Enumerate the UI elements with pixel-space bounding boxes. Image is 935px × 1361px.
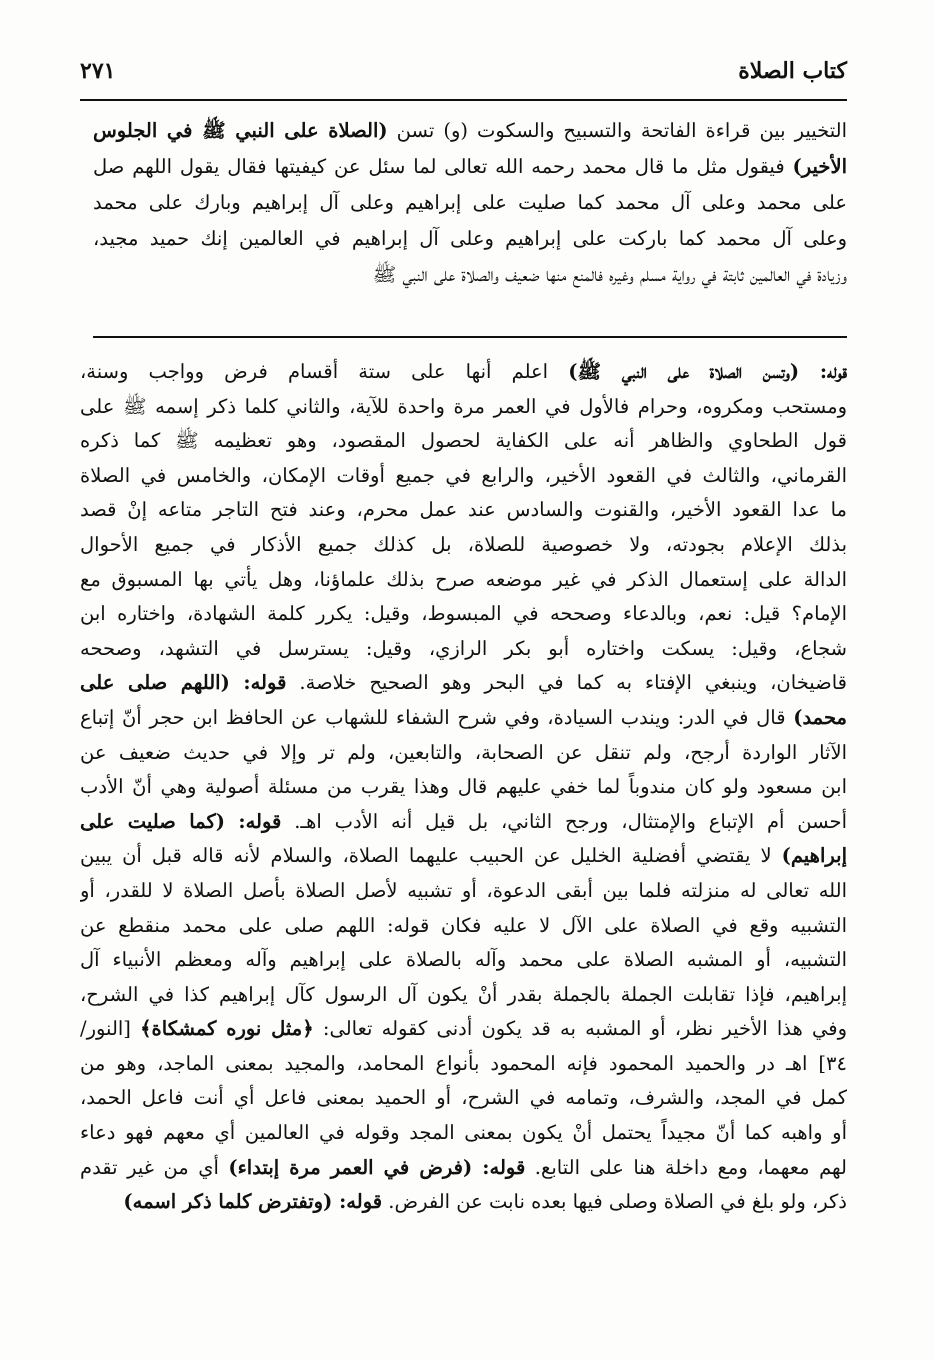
commentary-line [80,424,847,459]
commentary-line [80,1081,847,1116]
text-segment: التشبيه وقع في الصلاة على الآل لا عليه فكان قوله: اللهم صلى على محمد منقطع عن [80,913,847,937]
commentary-line [80,978,847,1013]
commentary-line [80,943,847,978]
text-segment: شجاع، وقيل: يسكت واختاره أبو بكر الرازي، وقيل: يسترسل في التشهد، وصححه [80,636,847,660]
chapter-title: كتاب الصلاة [738,58,847,84]
commentary-line [80,528,847,563]
bold-text-segment: ﴿مثل نوره كمشكاة﴾ [140,1017,314,1041]
commentary-line [80,390,847,425]
text-segment: التشبيه، أو المشبه الصلاة على محمد وآله بالصلاة على إبراهيم وآله ومعظم الأنبياء آل [80,948,847,972]
text-segment: ومستحب ومكروه، وحرام فالأول في العمر مرة واحدة للآية، والثاني كلما ذكر إسمه ﷺ على [80,394,847,418]
text-segment: الله تعالى له منزلته فلما بين أبقى الدعوة، أو تشبيه لأصل الصلاة بأصل الصلاة لا للقدر، أو [80,878,847,902]
bold-text-segment: قوله: (وتسن الصلاة على النبي ﷺ) [568,360,847,383]
commentary-line [80,493,847,528]
page-number: ٢٧١ [80,58,116,84]
commentary-line [80,1047,847,1082]
commentary-line [80,805,847,840]
text-segment: قول الطحاوي والظاهر أنه على الكفاية لحصول المقصود، وهو تعظيمه ﷺ كما ذكره [80,429,847,453]
main-text [93,113,847,293]
text-segment: ٣٤] اهـ در والحميد المحمود فإنه المحمود بأنواع المحامد، والمجيد بمعنى الماجد، وهو من [80,1051,847,1075]
commentary-line [80,909,847,944]
text-segment: فيقول مثل ما قال محمد رحمه الله تعالى لما سئل عن كيفيتها فقال يقول اللهم صل [93,155,793,178]
text-segment: وفي هذا الأخير نظر، أو المشبه به قد يكون أدنى كقوله تعالى: [313,1017,847,1041]
text-segment: وعلى آل محمد كما باركت على إبراهيم وعلى آل إبراهيم في العالمين إنك حميد مجيد، [93,227,847,250]
commentary-line [80,355,847,390]
commentary-line [80,770,847,805]
text-segment: ذكر، ولو بلغ في الصلاة وصلى فيها بعده نابت عن الفرض. [382,1190,847,1214]
main-text-line [93,113,847,149]
main-text-line [93,257,847,293]
commentary-line [80,632,847,667]
text-segment: إبراهيم، فإذا تقابلت الجملة بالجملة بقدر أنْ يكون آل الرسول كآل إبراهيم كذا في الشرح، [80,982,847,1006]
commentary-line [80,1012,847,1047]
text-segment: أي من غير تقدم [80,1155,229,1179]
text-segment: لهم معهما، ومع داخلة هنا على التابع. [525,1155,847,1179]
commentary-line [80,839,847,874]
commentary-line [80,597,847,632]
commentary-line [80,1185,847,1220]
bold-text-segment: قوله: (وتفترض كلما ذكر اسمه) [123,1190,383,1214]
separator-rule [93,336,847,338]
text-segment: قال في الدر: ويندب السيادة، وفي شرح الشفاء للشهاب عن الحافظ ابن حجر أنّ إتباع [80,705,794,729]
bold-text-segment: قوله: (اللهم صلى على [80,671,287,695]
bold-text-segment: (الصلاة على النبي ﷺ في الجلوس [93,119,388,142]
header-rule [80,99,847,101]
page-header [80,52,847,90]
text-segment: اعلم أنها على ستة أقسام فرض وواجب وسنة، [80,360,569,383]
bold-text-segment: قوله: (فرض في العمر مرة إبتداء) [228,1155,526,1179]
text-segment: القرماني، والثالث في القعود الأخير، والرابع في جميع أوقات الإمكان، والخامس في الصلاة [80,463,847,487]
main-text-line [93,221,847,257]
commentary-line [80,666,847,701]
commentary-line [80,1116,847,1151]
commentary-line [80,459,847,494]
bold-text-segment: الأخير) [792,155,847,178]
text-segment: أحسن أم الإتباع والإمتثال، ورجح الثاني، بل قيل أنه الأدب اهـ. [281,809,847,833]
commentary-line [80,874,847,909]
text-segment: بذلك الإعلام بجودته، ولا خصوصية للصلاة، بل كذلك جميع الأذكار في جميع الأحوال [80,532,847,556]
text-segment: أو واهبه كما أنّ مجيداً يحتمل أنْ يكون بمعنى المجد وقوله في العالمين أي معهم فهو دعاء [80,1121,847,1145]
bold-text-segment: محمد) [793,705,847,729]
text-segment: على محمد وعلى آل محمد كما صليت على إبراهيم وعلى آل إبراهيم وبارك على محمد [93,191,847,214]
bold-text-segment: إبراهيم) [781,844,847,868]
text-segment: وزيادة في العالمين ثابتة في رواية مسلم وغيره فالمنع منها ضعيف والصلاة على النبي ﷺ [372,263,847,286]
text-segment: قاضيخان، وينبغي الإفتاء به كما في البحر وهو الصحيح خلاصة. [286,671,847,695]
main-text-line [93,185,847,221]
commentary-line [80,1151,847,1186]
text-segment: [النور/ [80,1017,141,1041]
bold-text-segment: قوله: (كما صليت على [80,809,282,833]
commentary-line [80,701,847,736]
text-segment: لا يقتضي أفضلية الخليل عن الحبيب عليهما الصلاة، والسلام لأنه قاله قبل أن يبين [80,844,782,868]
text-segment: ما عدا القعود الأخير، والقنوت والسادس عند عمل محرم، وعند فتح التاجر متاعه إنْ قصد [80,498,847,522]
text-segment: كمل في المجد، والشرف، وتمامه في الشرح، أو الحميد بمعنى فاعل أي أنت فاعل الحمد، [80,1086,847,1110]
commentary-line [80,736,847,771]
text-segment: الدالة على إستعمال الذكر في غير موضعه صرح بذلك علماؤنا، وهل يأتي بها المسبوق مع [80,567,847,591]
text-segment: الآثار الواردة أرجح، ولم تنقل عن الصحابة، والتابعين، ولم تر وإلا في حديث ضعيف عن [80,740,847,764]
text-segment: التخيير بين قراءة الفاتحة والتسبيح والسكوت (و) تسن [387,119,847,142]
commentary-line [80,563,847,598]
main-text-line [93,149,847,185]
text-segment: ابن مسعود ولو كان مندوباً لما خفي عليهم قال وهذا يقرب من مسئلة أصولية وهي أنّ الأدب [80,775,847,799]
text-segment: الإمام؟ قيل: نعم، وبالدعاء وصححه في المبسوط، وقيل: يكرر كلمة الشهادة، واختاره ابن [80,602,847,626]
commentary-text [80,355,847,1220]
